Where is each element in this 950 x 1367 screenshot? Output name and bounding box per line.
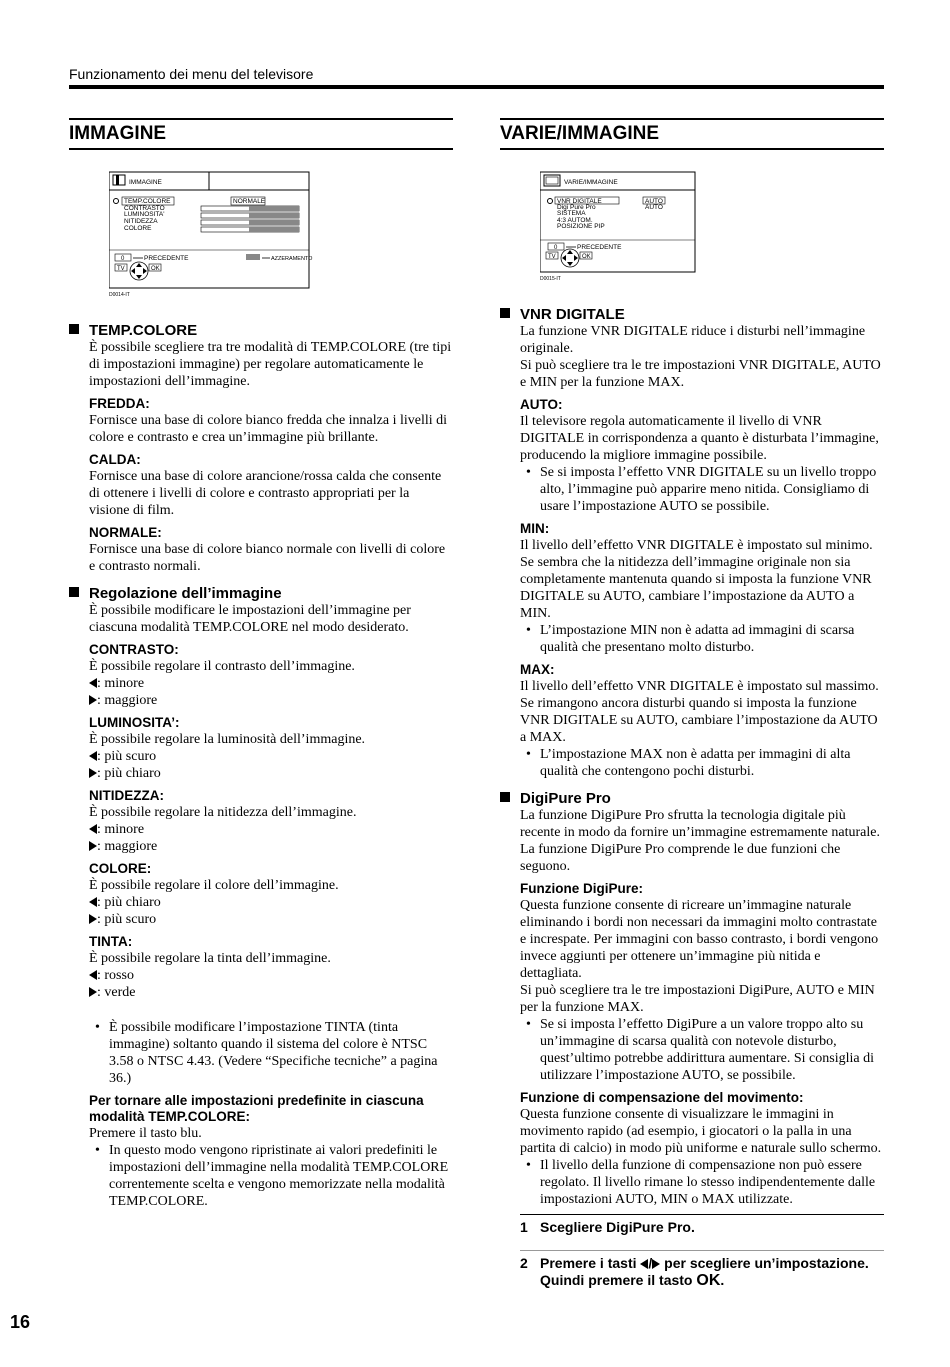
min-heading: MIN: [520, 521, 550, 536]
fredda-heading: FREDDA: [89, 396, 150, 411]
back-label: PRECEDENTE [144, 255, 189, 262]
fredda-text: Fornisce una base di colore bianco fredda che innalza i livelli di colore e contrasto e crea un’immagine più brillante. [89, 413, 448, 445]
menu-item-3: 4:3 AUTOM. [557, 217, 593, 224]
digipure-intro: La funzione DigiPure Pro sfrutta la tecnologia digitale più recente in modo da fornire un’immagine estremamente naturale. La funzione DigiPure Pro comprende le due funzioni che seguono. [520, 808, 880, 874]
tinta-text: È possibile regolare la tinta dell’immagine. [89, 951, 331, 966]
tinta-heading: TINTA: [89, 934, 133, 949]
ok-button-icon: OK [696, 1272, 721, 1289]
left-arrow-icon [89, 751, 97, 761]
compensazione-heading: Funzione di compensazione del movimento: [520, 1090, 804, 1105]
step-rule [520, 1250, 884, 1251]
left-arrow-icon [89, 824, 97, 834]
colore-text: È possibile regolare il colore dell’immagine. [89, 878, 339, 893]
left-column [69, 118, 453, 1210]
calda-text: Fornisce una base di colore arancione/rossa calda che consente di ottenere i livelli di colore e contrasto appropriati per la visione di film. [89, 469, 442, 518]
colore-heading: COLORE: [89, 861, 152, 876]
right-arrow-icon [89, 768, 97, 778]
heading-vnr-digitale: VNR DIGITALE [500, 306, 884, 323]
compensazione-text: Questa funzione consente di visualizzare le immagini in movimento rapido (ad esempio, i giocatori o la palla in una partita di calcio) in modo più uniforme e naturale sullo schermo. [520, 1107, 882, 1156]
contrasto-text: È possibile regolare il contrasto dell’immagine. [89, 659, 355, 674]
compensazione-note: • Il livello della funzione di compensazione non può essere regolato. Il livello rimane lo stesso indipendentemente dalle impostazioni AUTO, MIN o MAX utilizzate. [520, 1157, 884, 1208]
luminosita-right: : più chiaro [89, 765, 453, 782]
menu-value-1: AUTO [645, 204, 663, 211]
back-label: PRECEDENTE [577, 244, 622, 251]
ok-key: OK [151, 266, 160, 272]
figure-code: D0014-IT [109, 292, 130, 298]
min-text: Il livello dell’effetto VNR DIGITALE è impostato sul minimo. Se sembra che la nitidezza dell’immagine originale non sia completamente mantenuta quando si imposta la funzione VNR DIGITALE su AUTO, cambiare l’impostazione da AUTO a MIN. [520, 538, 873, 621]
bullet-square-icon [500, 792, 510, 802]
menu-screen-varie [540, 170, 780, 288]
zero-key: 0 [121, 256, 125, 262]
menu-item-1: Digi Pure Pro [557, 204, 596, 211]
right-arrow-icon [89, 987, 97, 997]
menu-item-1: CONTRASTO [124, 205, 165, 212]
luminosita-left: : più scuro [89, 748, 453, 765]
reset-text: Premere il tasto blu. [89, 1126, 202, 1141]
step-rule [520, 1214, 884, 1215]
nitidezza-text: È possibile regolare la nitidezza dell’immagine. [89, 805, 357, 820]
step-2: 2 Premere i tasti / per scegliere un’impostazione. Quindi premere il tasto OK. [520, 1255, 869, 1289]
funzione-digipure-text-2: Si può scegliere tra le tre impostazioni DigiPure, AUTO e MIN per la funzione MAX. [520, 983, 875, 1015]
step-1: 1 Scegliere DigiPure Pro. [520, 1219, 695, 1235]
reset-heading: Per tornare alle impostazioni predefinite in ciascuna modalità TEMP.COLORE: [89, 1093, 424, 1124]
page-number: 16 [10, 1312, 31, 1332]
min-note: • L’impostazione MIN non è adatta ad immagini di scarsa qualità che presentano molto disturbo. [520, 622, 884, 656]
right-arrow-icon [89, 914, 97, 924]
tinta-note: • È possibile modificare l’impostazione TINTA (tinta immagine) soltanto quando il sistema del colore è NTSC 3.58 o NTSC 4.43. (Vedere “Specifiche tecniche” a pagina 36.) [89, 1019, 453, 1087]
contrasto-heading: CONTRASTO: [89, 642, 179, 657]
left-arrow-icon [89, 970, 97, 980]
regolazione-intro: È possibile modificare le impostazioni dell’immagine per ciascuna modalità TEMP.COLORE nel modo desiderato. [89, 603, 411, 635]
calda-heading: CALDA: [89, 452, 141, 467]
contrasto-left: : minore [89, 675, 453, 692]
menu-item-2: LUMINOSITA' [124, 211, 165, 218]
max-note: • L’impostazione MAX non è adatta per immagini di alta qualità che contengono pochi disturbi. [520, 746, 884, 780]
contrasto-right: : maggiore [89, 692, 453, 709]
luminosita-heading: LUMINOSITA’: [89, 715, 180, 730]
bullet-square-icon [69, 324, 79, 334]
menu-item-3: NITIDEZZA [124, 218, 158, 225]
temp-intro: È possibile scegliere tra tre modalità di TEMP.COLORE (tre tipi di impostazioni immagine) per regolare automaticamente le impostazioni dell’immagine. [89, 340, 452, 389]
right-arrow-icon [89, 695, 97, 705]
menu-tab-label: IMMAGINE [129, 179, 162, 186]
heading-digipure-pro: DigiPure Pro [500, 790, 884, 807]
auto-note: • Se si imposta l’effetto VNR DIGITALE su un livello troppo alto, l’immagine può apparire meno nitida. Consigliamo di usare l’impostazione AUTO se possibile. [520, 464, 884, 515]
menu-item-4: COLORE [124, 225, 152, 232]
left-arrow-icon [89, 678, 97, 688]
max-text: Il livello dell’effetto VNR DIGITALE è impostato sul massimo. Se rimangono ancora disturbi quando si imposta la funzione VNR DIGITALE su AUTO, cambiare l’impostazione da AUTO a MAX. [520, 679, 879, 745]
funzione-digipure-text-1: Questa funzione consente di ricreare un’immagine naturale eliminando i bordi non necessari da immagini molto contrastate e increspate. Per immagini con basso contrasto, i bordi vengono invece aggiunti per ottenere un’immagine più nitida e dettagliata. [520, 898, 879, 981]
reset-label: AZZERAMENTO [271, 256, 313, 262]
menu-item-0: TEMP.COLORE [124, 198, 171, 205]
ok-key: OK [582, 254, 591, 260]
menu-screen-immagine [109, 170, 349, 300]
menu-value: NORMALE [233, 198, 266, 205]
right-arrow-icon [652, 1259, 660, 1269]
funzione-digipure-heading: Funzione DigiPure: [520, 881, 643, 896]
max-heading: MAX: [520, 662, 555, 677]
funzione-digipure-note: • Se si imposta l’effetto DigiPure a un valore troppo alto su un’immagine di scarsa qualità con notevole disturbo, quest’ultimo potrebbe addirittura aumentare. Si consiglia di utilizzare l’impostazione AUTO, se possibile. [520, 1016, 884, 1084]
colore-left: : più chiaro [89, 894, 453, 911]
heading-regolazione: Regolazione dell’immagine [69, 585, 453, 602]
auto-heading: AUTO: [520, 397, 563, 412]
tinta-right: : verde [89, 984, 453, 1001]
reset-note: • In questo modo vengono ripristinate ai valori predefiniti le impostazioni dell’immagine nella modalità TEMP.COLORE correntemente scelta e vengono memorizzate nella modalità TEMP.COLORE. [89, 1142, 453, 1210]
section-title-immagine: IMMAGINE [69, 118, 453, 150]
normale-text: Fornisce una base di colore bianco normale con livelli di colore e contrasto normali. [89, 542, 446, 574]
luminosita-text: È possibile regolare la luminosità dell’immagine. [89, 732, 366, 747]
tv-key: TV [117, 266, 125, 272]
bullet-square-icon [69, 587, 79, 597]
menu-item-4: POSIZIONE PIP [557, 223, 605, 230]
colore-right: : più scuro [89, 911, 453, 928]
auto-text: Il televisore regola automaticamente il livello di VNR DIGITALE in corrispondenza a quanto è disturbata l’immagine, producendo la migliore immagine possibile. [520, 414, 879, 463]
running-head: Funzionamento dei menu del televisore [69, 66, 314, 82]
vnr-intro-2: Si può scegliere tra le tre impostazioni VNR DIGITALE, AUTO e MIN per la funzione MAX. [520, 358, 881, 390]
nitidezza-right: : maggiore [89, 838, 453, 855]
left-arrow-icon [640, 1259, 648, 1269]
menu-item-0: VNR DIGITALE [557, 198, 602, 205]
tv-key: TV [548, 254, 556, 260]
tinta-left: : rosso [89, 967, 453, 984]
vnr-intro-1: La funzione VNR DIGITALE riduce i disturbi nell’immagine originale. [520, 324, 866, 356]
heading-temp-colore: TEMP.COLORE [69, 322, 453, 339]
right-arrow-icon [89, 841, 97, 851]
menu-tab-label: VARIE/IMMAGINE [564, 179, 618, 186]
left-arrow-icon [89, 897, 97, 907]
bullet-square-icon [500, 308, 510, 318]
section-title-varie-immagine: VARIE/IMMAGINE [500, 118, 884, 150]
menu-item-2: SISTEMA [557, 210, 586, 217]
header-rule [69, 85, 884, 89]
nitidezza-heading: NITIDEZZA: [89, 788, 164, 803]
zero-key: 0 [554, 245, 558, 251]
nitidezza-left: : minore [89, 821, 453, 838]
normale-heading: NORMALE: [89, 525, 162, 540]
right-column [500, 118, 884, 1289]
figure-code: D0015-IT [540, 276, 561, 282]
menu-value-0: AUTO [645, 198, 663, 205]
